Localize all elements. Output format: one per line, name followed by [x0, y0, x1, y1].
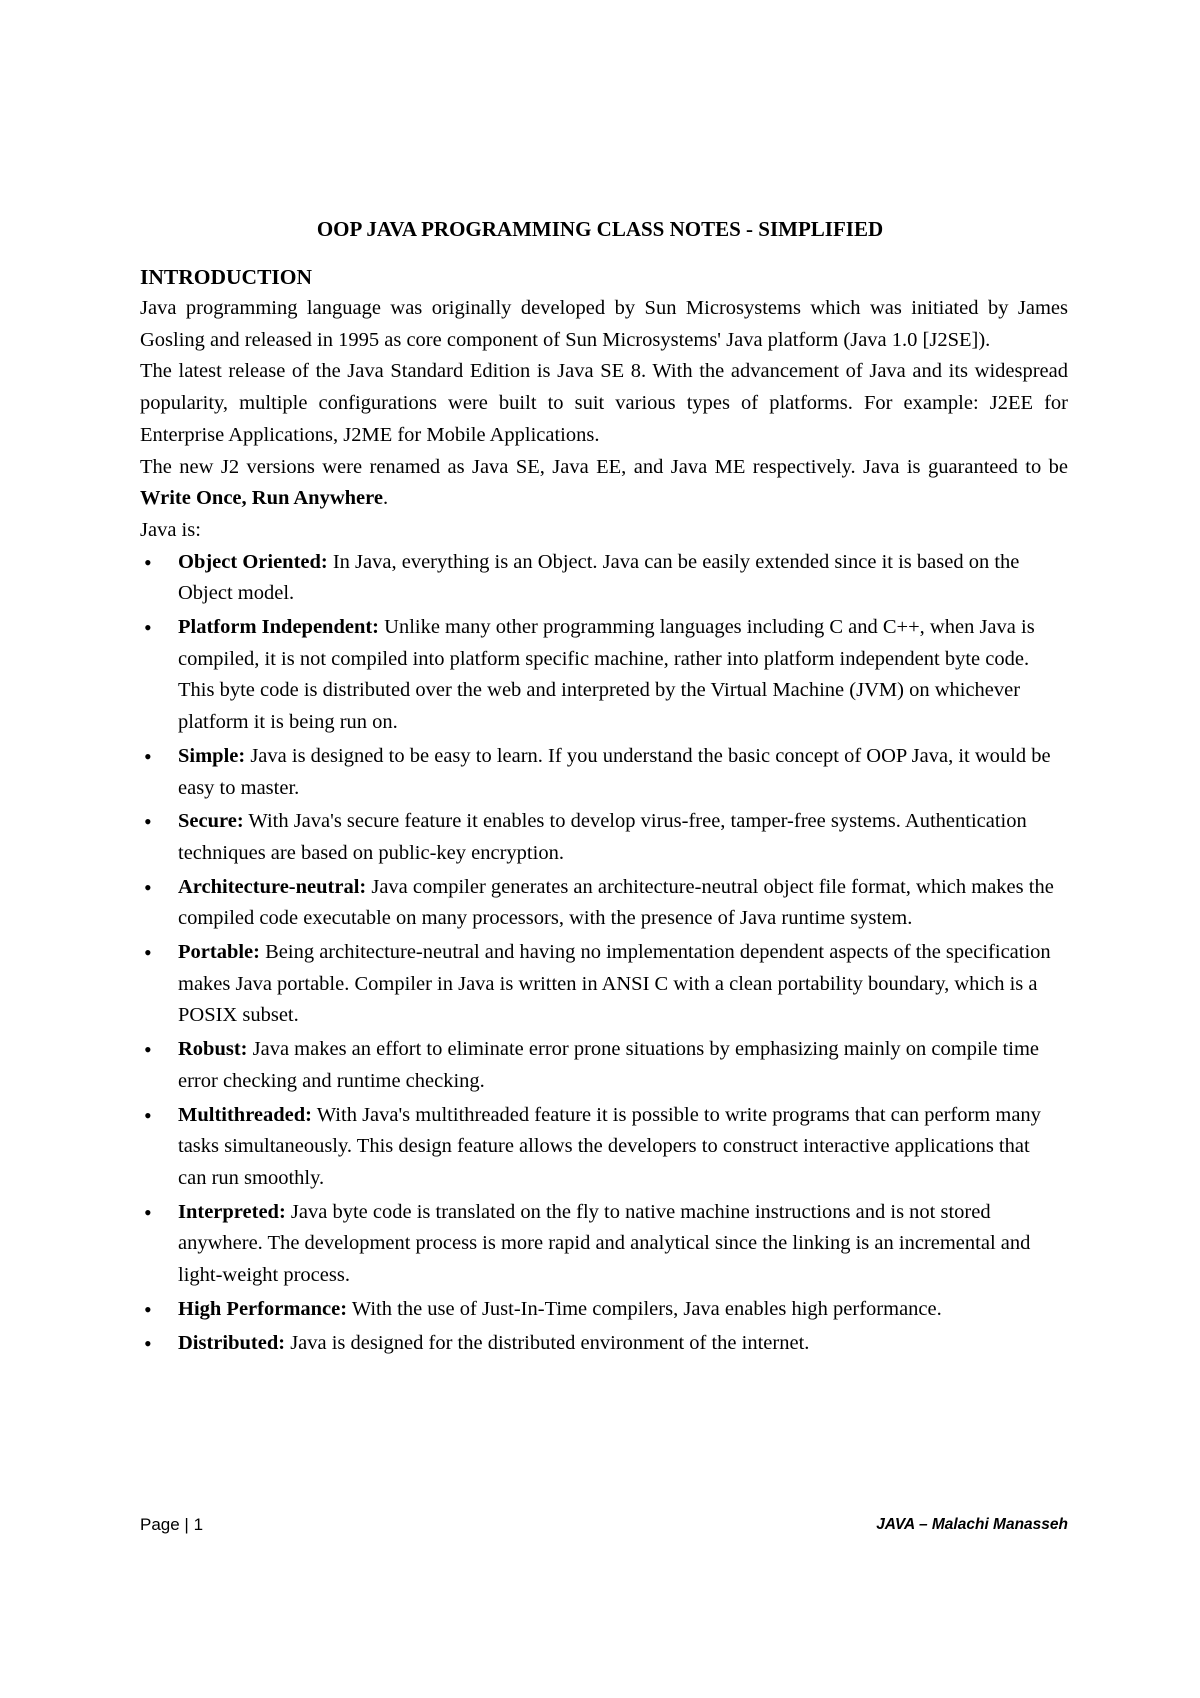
feature-term: Multithreaded: — [178, 1103, 313, 1126]
feature-term: Interpreted: — [178, 1200, 286, 1223]
bullet-icon: • — [144, 1102, 152, 1128]
feature-item-interpreted — [140, 1197, 1058, 1292]
feature-item-simple — [140, 741, 1058, 804]
feature-term: Simple: — [178, 744, 246, 767]
feature-term: High Performance: — [178, 1297, 348, 1320]
feature-description: Java is designed to be easy to learn. If you understand the basic concept of OOP Java, it would be easy to master. — [178, 744, 1051, 799]
feature-item-robust — [140, 1034, 1058, 1097]
page-number-footer: Page | 1 — [140, 1515, 204, 1534]
feature-description: Being architecture-neutral and having no implementation dependent aspects of the specification makes Java portable. Compiler in Java is written in ANSI C with a clean portability boundary, which is a POSIX subset. — [178, 941, 1051, 1027]
intro-paragraph-history: Java programming language was originally developed by Sun Microsystems which was initiated by James Gosling and released in 1995 as core component of Sun Microsystems' Java platform (Java 1.0 [J2SE]). — [140, 297, 1068, 351]
write-once-run-anywhere-emphasis: Write Once, Run Anywhere — [140, 487, 383, 510]
feature-item-multithreaded — [140, 1100, 1058, 1195]
renamed-lead-text: The new J2 versions were renamed as Java SE, Java EE, and Java ME respectively. Java is guaranteed to be — [140, 455, 1068, 478]
bullet-icon: • — [144, 1330, 152, 1356]
feature-description: Unlike many other programming languages including C and C++, when Java is compiled, it is not compiled into platform specific machine, rather into platform independent byte code. This byte code is distributed over the web and interpreted by the Virtual Machine (JVM) on whichever platform it is being run on. — [178, 616, 1035, 734]
feature-term: Platform Independent: — [178, 616, 380, 639]
bullet-icon: • — [144, 549, 152, 575]
bullet-icon: • — [144, 1296, 152, 1322]
feature-description: Java compiler generates an architecture-neutral object file format, which makes the compiled code executable on many processors, with the presence of Java runtime system. — [178, 875, 1054, 930]
java-is-label: Java is: — [140, 518, 201, 541]
bullet-icon: • — [144, 874, 152, 900]
feature-item-platform-independent — [140, 612, 1058, 739]
feature-description: With Java's multithreaded feature it is possible to write programs that can perform many tasks simultaneously. This design feature allows the developers to construct interactive applications that can run smoothly. — [178, 1103, 1041, 1189]
feature-term: Portable: — [178, 941, 260, 964]
feature-description: Java is designed for the distributed environment of the internet. — [285, 1331, 810, 1354]
feature-item-distributed — [140, 1328, 1058, 1360]
bullet-icon: • — [144, 940, 152, 966]
feature-item-secure — [140, 806, 1058, 869]
author-footer: JAVA – Malachi Manasseh — [876, 1516, 1068, 1533]
feature-item-object-oriented — [140, 547, 1058, 610]
feature-term: Object Oriented: — [178, 550, 328, 573]
feature-item-portable — [140, 937, 1058, 1032]
section-heading-introduction: INTRODUCTION — [140, 265, 313, 289]
bullet-icon: • — [144, 1037, 152, 1063]
feature-description: With the use of Just-In-Time compilers, Java enables high performance. — [347, 1297, 942, 1320]
feature-description: Java makes an effort to eliminate error prone situations by emphasizing mainly on compile time error checking and runtime checking. — [178, 1038, 1040, 1092]
feature-item-high-performance — [140, 1294, 1058, 1326]
feature-term: Architecture-neutral: — [178, 875, 367, 898]
intro-paragraph-editions: The latest release of the Java Standard Edition is Java SE 8. With the advancement of Java and its widespread popularity, multiple configurations were built to suit various types of platforms. For example: J2EE for Enterprise Applications, J2ME for Mobile Applications. — [140, 360, 1068, 446]
feature-list — [140, 547, 1068, 1360]
bullet-icon: • — [144, 809, 152, 835]
feature-term: Secure: — [178, 810, 244, 833]
feature-item-architecture-neutral — [140, 872, 1058, 935]
feature-description: With Java's secure feature it enables to develop virus-free, tamper-free systems. Authentication techniques are based on public-key encryption. — [178, 810, 1027, 864]
feature-description: Java byte code is translated on the fly to native machine instructions and is not stored anywhere. The development process is more rapid and analytical since the linking is an incremental and light-weight process. — [178, 1200, 1031, 1287]
feature-term: Distributed: — [178, 1331, 286, 1354]
feature-term: Robust: — [178, 1038, 248, 1061]
document-title: OOP JAVA PROGRAMMING CLASS NOTES - SIMPLIFIED — [316, 217, 884, 241]
intro-paragraph-renamed — [140, 452, 1068, 515]
document-body — [140, 262, 1068, 1361]
bullet-icon: • — [144, 743, 152, 769]
renamed-tail-text: . — [382, 487, 389, 510]
feature-description: In Java, everything is an Object. Java can be easily extended since it is based on the Object model. — [178, 550, 1020, 605]
bullet-icon: • — [144, 615, 152, 641]
bullet-icon: • — [144, 1199, 152, 1225]
